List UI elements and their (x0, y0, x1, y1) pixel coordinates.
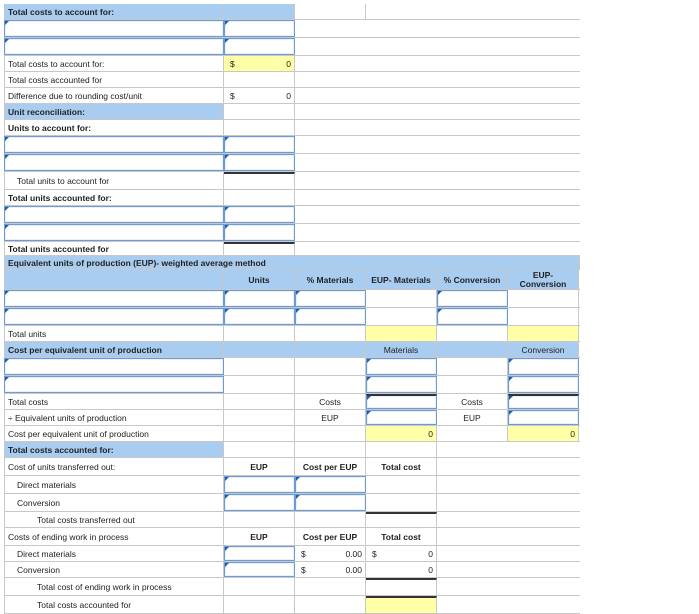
cpe-total-costs-row (4, 394, 580, 410)
eup-units-input-1[interactable] (224, 290, 295, 307)
cpe-costs-label-conv: Costs (437, 394, 508, 409)
col-pct-materials: % Materials (295, 270, 366, 289)
to-dm-eup-input[interactable] (224, 476, 295, 493)
eup-total-units-label: Total units (4, 326, 224, 341)
costs-section-title: Total costs to account for: (4, 4, 224, 19)
units-accounted-title: Total units accounted for: (4, 190, 224, 205)
units-to-account-title: Units to account for: (4, 120, 224, 135)
cpe-conversion-eup-input[interactable] (508, 410, 579, 425)
to-dm-cost-input[interactable] (295, 476, 366, 493)
total-units-accounted-label: Total units accounted for (4, 242, 224, 255)
total-units-to-account-row (4, 172, 580, 190)
total-costs-label: Total costs to account for: (4, 56, 224, 71)
costs-value-input-1[interactable] (224, 20, 295, 37)
ewip-conv-eup-input[interactable] (224, 562, 295, 577)
cpe-divide-label: ÷ Equivalent units of production (4, 410, 224, 425)
cpe-materials-eup-input[interactable] (366, 410, 437, 425)
cpe-materials-input-2[interactable] (366, 376, 437, 393)
cpe-eup-label-mat: EUP (295, 410, 366, 425)
to-direct-materials-label: Direct materials (4, 476, 224, 493)
eup-label-input-1[interactable] (4, 290, 224, 307)
cpe-conversion-input-1[interactable] (508, 358, 579, 375)
cpe-materials-header: Materials (366, 342, 437, 357)
to-direct-materials-row (4, 476, 580, 494)
ewip-direct-materials-row (4, 546, 580, 562)
ewip-conv-total: 0 (366, 562, 437, 577)
units-value-input-2[interactable] (224, 154, 295, 171)
eup-conversion-total (508, 326, 579, 341)
units-accounted-value-input-1[interactable] (224, 206, 295, 223)
to-conv-cost-input[interactable] (295, 494, 366, 511)
cpe-costs-label-mat: Costs (295, 394, 366, 409)
rounding-label: Difference due to rounding cost/unit (4, 88, 224, 103)
ewip-conversion-row (4, 562, 580, 578)
ewip-dm-eup-input[interactable] (224, 546, 295, 561)
costs-value-input-2[interactable] (224, 38, 295, 55)
ending-wip-label: Costs of ending work in process (4, 528, 224, 545)
cpe-eup-label-conv: EUP (437, 410, 508, 425)
costs-label-input-1[interactable] (4, 20, 224, 37)
transferred-out-label: Cost of units transferred out: (4, 458, 224, 475)
eup-pct-mat-input-2[interactable] (295, 308, 366, 325)
costs-accounted-label: Total costs accounted for (4, 72, 224, 87)
units-accounted-value-input-2[interactable] (224, 224, 295, 241)
units-subtitle-row (4, 120, 580, 136)
unit-reconciliation-title: Unit reconciliation: (4, 104, 224, 119)
costs-input-row-2 (4, 38, 580, 56)
transferred-out-header-row (4, 458, 580, 476)
cost-per-eup-header-row (4, 342, 580, 358)
costs-input-row-1 (4, 20, 580, 38)
eup-header-row (4, 256, 580, 270)
cpe-total-costs-label: Total costs (4, 394, 224, 409)
ewip-conv-cost: $ 0.00 (295, 562, 366, 577)
to-col-cost-per-eup: Cost per EUP (295, 458, 366, 475)
eup-pct-mat-input-1[interactable] (295, 290, 366, 307)
cpe-result-label: Cost per equivalent unit of production (4, 426, 224, 441)
ewip-col-total-cost: Total cost (366, 528, 437, 545)
cpe-label-input-2[interactable] (4, 376, 224, 393)
col-pct-conversion: % Conversion (437, 270, 508, 289)
eup-units-input-2[interactable] (224, 308, 295, 325)
units-accounted-label-input-1[interactable] (4, 206, 224, 223)
units-header-row (4, 104, 580, 120)
cpe-materials-input-1[interactable] (366, 358, 437, 375)
cpe-label-input-1[interactable] (4, 358, 224, 375)
rounding-value: $ 0 (224, 88, 295, 103)
units-accounted-title-row (4, 190, 580, 206)
ewip-col-cost-per-eup: Cost per EUP (295, 528, 366, 545)
col-units: Units (224, 270, 295, 289)
total-units-accounted-row (4, 242, 580, 256)
cost-per-eup-title: Cost per equivalent unit of production (4, 342, 224, 357)
total-units-to-account-label: Total units to account for (4, 172, 224, 189)
total-accounted-for-value (366, 596, 437, 613)
ewip-dm-cost: $ 0.00 (295, 546, 366, 561)
eup-total-units-row (4, 326, 580, 342)
total-accounted-for-label: Total costs accounted for (4, 596, 224, 613)
ewip-col-eup: EUP (224, 528, 295, 545)
cpe-conversion-input-2[interactable] (508, 376, 579, 393)
ewip-dm-total: $ 0 (366, 546, 437, 561)
to-col-eup: EUP (224, 458, 295, 475)
cpe-conversion-costs-input[interactable] (508, 394, 579, 409)
costs-accounted-row (4, 72, 580, 88)
total-ending-wip-row (4, 578, 580, 596)
costs-label-input-2[interactable] (4, 38, 224, 55)
eup-pct-conv-input-2[interactable] (437, 308, 508, 325)
cpe-divide-row (4, 410, 580, 426)
to-conversion-row (4, 494, 580, 512)
rounding-row (4, 88, 580, 104)
units-value-input-1[interactable] (224, 136, 295, 153)
eup-pct-conv-input-1[interactable] (437, 290, 508, 307)
total-accounted-for-row (4, 596, 580, 614)
cpe-result-row (4, 426, 580, 442)
report-grid (4, 4, 580, 614)
ewip-direct-materials-label: Direct materials (4, 546, 224, 561)
to-col-total-cost: Total cost (366, 458, 437, 475)
units-accounted-label-input-2[interactable] (4, 224, 224, 241)
units-label-input-1[interactable] (4, 136, 224, 153)
accounted-header-row (4, 442, 580, 458)
total-transferred-out-row (4, 512, 580, 528)
eup-label-input-2[interactable] (4, 308, 224, 325)
ewip-conversion-label: Conversion (4, 562, 224, 577)
total-ending-wip-label: Total cost of ending work in process (4, 578, 224, 595)
total-costs-value: $ 0 (224, 56, 295, 71)
col-eup-conversion: EUP- Conversion (508, 270, 579, 289)
units-label-input-2[interactable] (4, 154, 224, 171)
cpe-conversion-header: Conversion (508, 342, 579, 357)
eup-materials-total (366, 326, 437, 341)
cpe-conversion-result: 0 (508, 426, 579, 441)
total-costs-row (4, 56, 580, 72)
eup-section-title: Equivalent units of production (EUP)- weighted average method (4, 256, 580, 269)
eup-column-headers (4, 270, 580, 290)
total-transferred-out-label: Total costs transferred out (4, 512, 224, 527)
col-eup-materials: EUP- Materials (366, 270, 437, 289)
cpe-materials-result: 0 (366, 426, 437, 441)
accounted-title: Total costs accounted for: (4, 442, 224, 457)
to-conversion-label: Conversion (4, 494, 224, 511)
to-conv-eup-input[interactable] (224, 494, 295, 511)
ending-wip-header-row (4, 528, 580, 546)
cpe-materials-costs-input[interactable] (366, 394, 437, 409)
costs-header-row (4, 4, 580, 20)
